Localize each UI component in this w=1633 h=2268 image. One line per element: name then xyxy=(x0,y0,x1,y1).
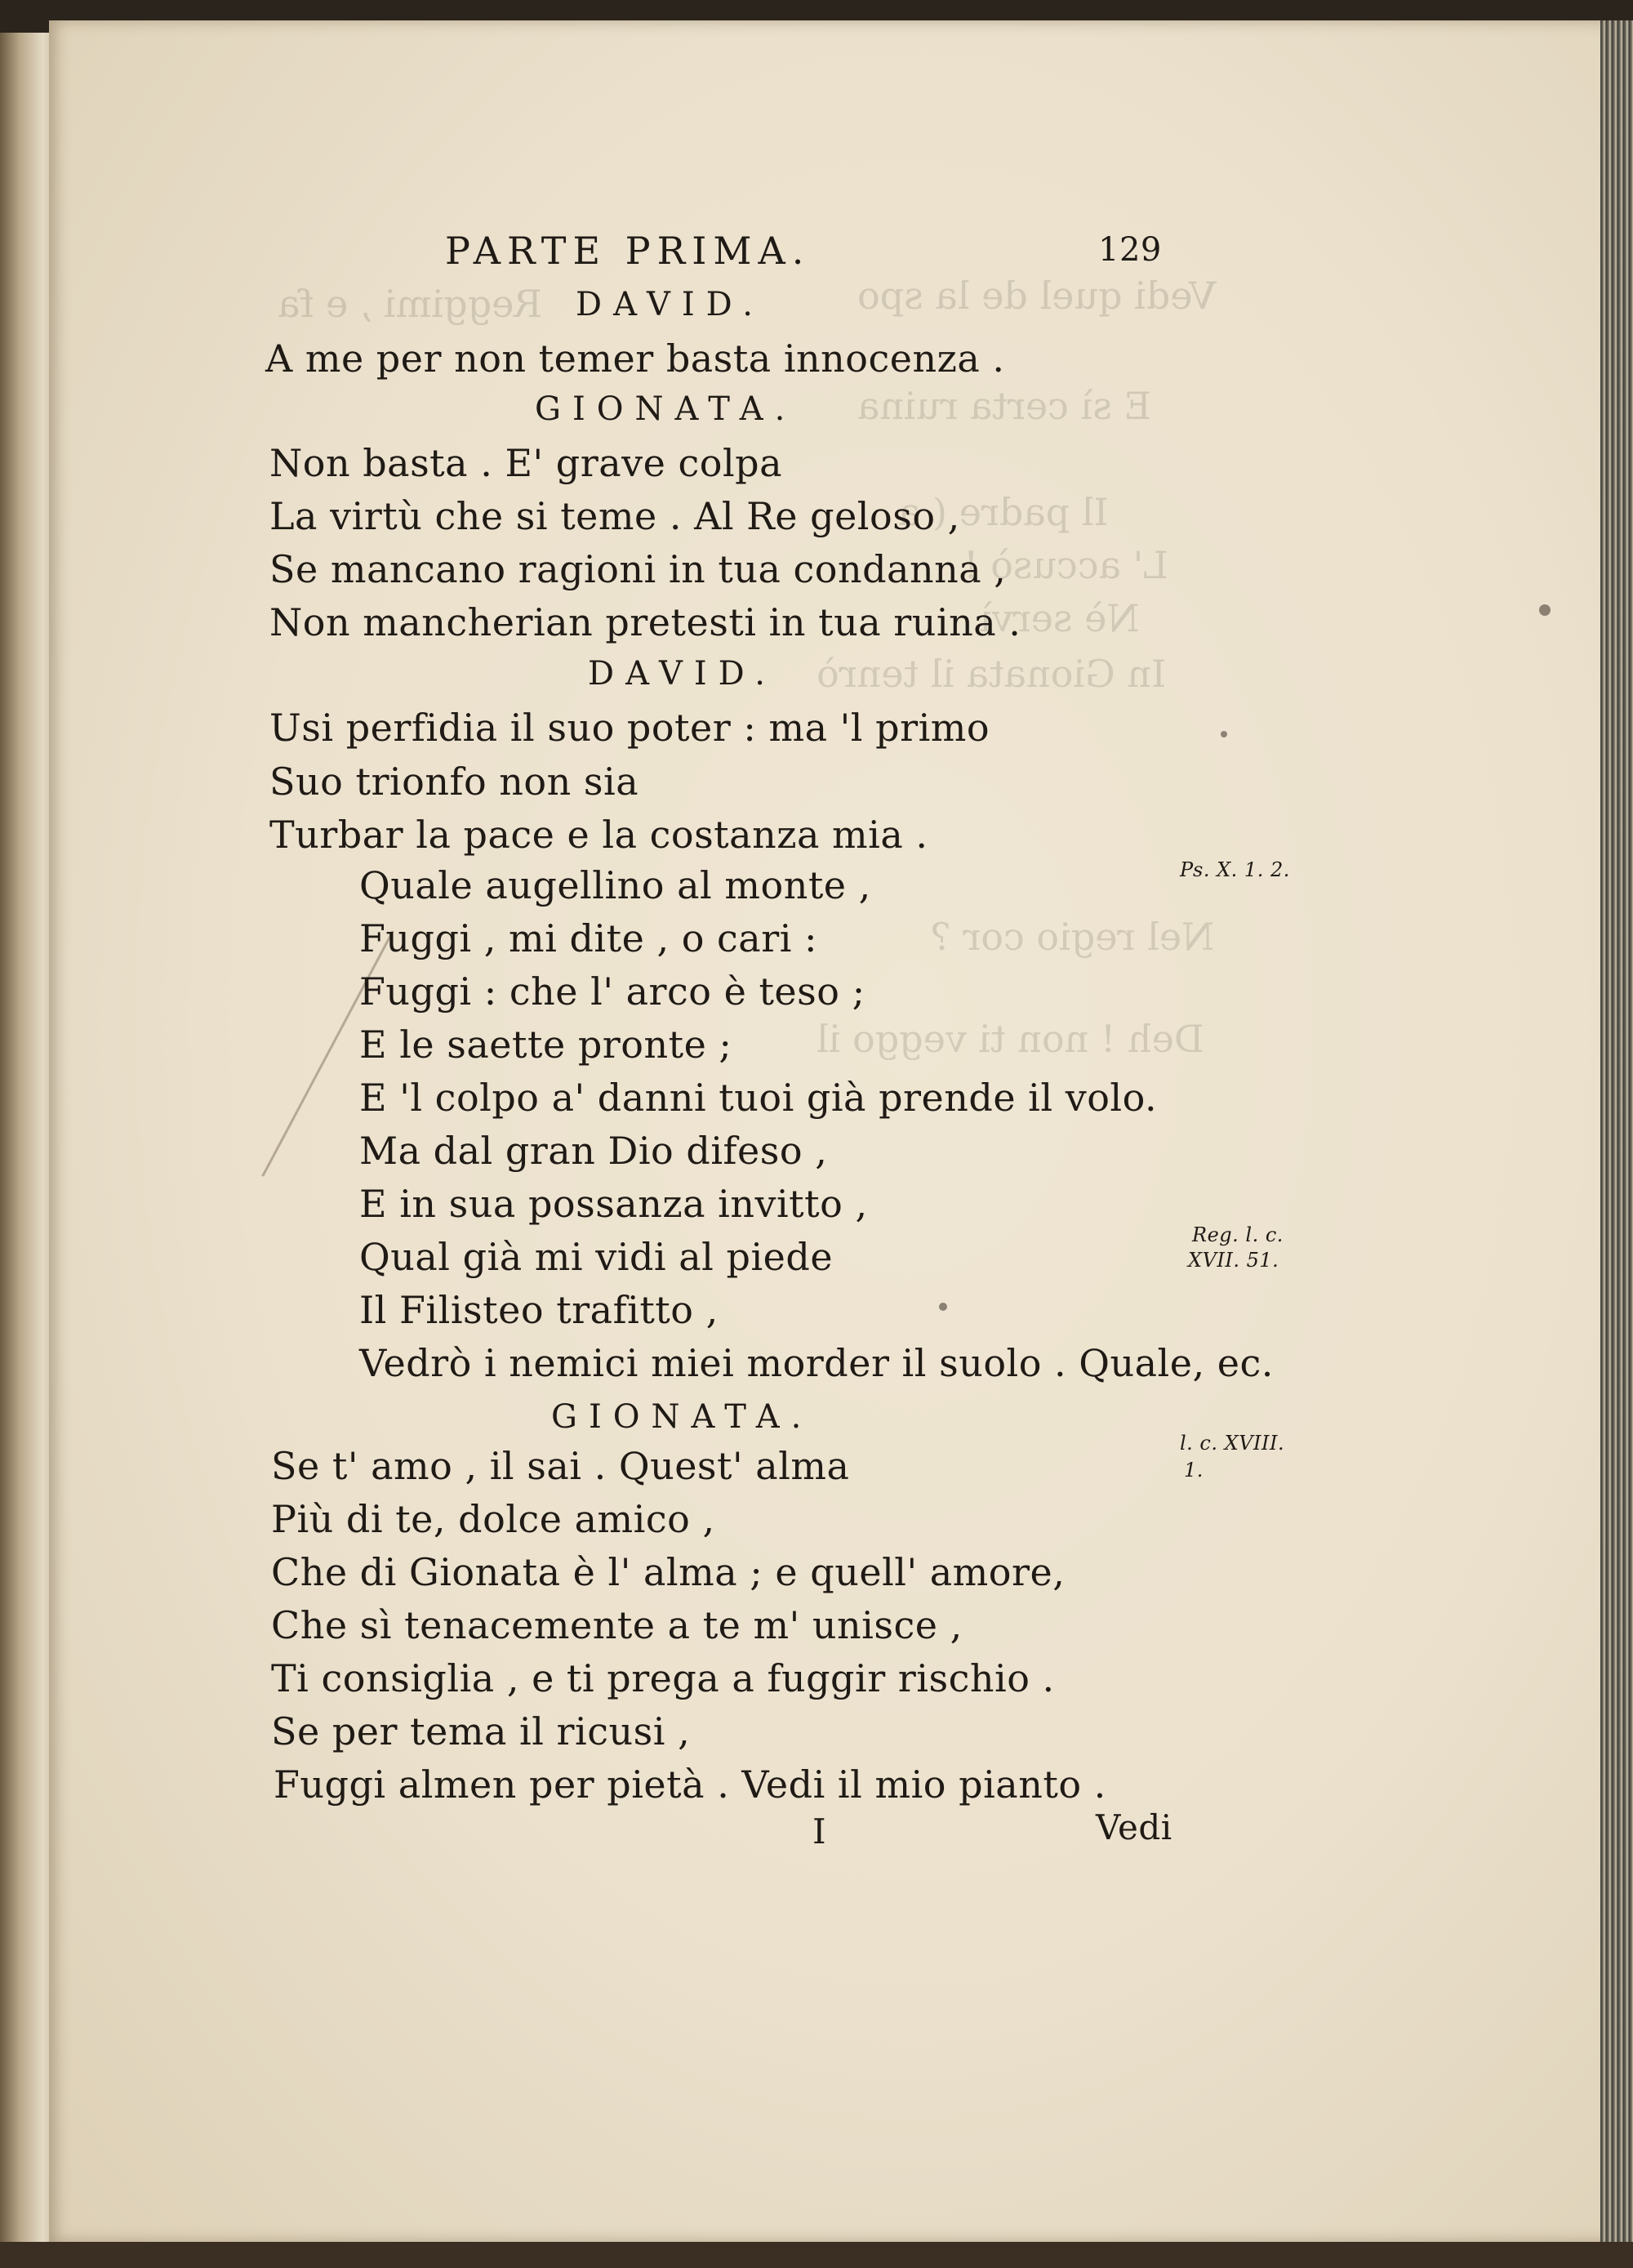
verse-line: Quale augellino al monte , xyxy=(359,863,871,907)
signature-mark: I xyxy=(812,1811,827,1851)
margin-note: Ps. X. 1. 2. xyxy=(1180,858,1290,881)
bleed-through-line: Nel regio cor ? xyxy=(931,915,1215,959)
verse-line: Fuggi , mi dite , o cari : xyxy=(359,916,818,960)
bleed-through-line: Reggimi , e fa xyxy=(278,282,542,326)
verse-line: E 'l colpo a' danni tuoi già prende il volo. xyxy=(359,1076,1158,1120)
verse-line: Ma dal gran Dio difeso , xyxy=(359,1129,828,1173)
verse-line: Ti consiglia , e ti prega a fuggir rischio . xyxy=(271,1656,1055,1700)
ink-spot xyxy=(1539,604,1551,616)
margin-note: XVII. 51. xyxy=(1188,1249,1279,1272)
verse-line: E in sua possanza invitto , xyxy=(359,1182,868,1226)
bleed-through-line: In Gionata il tenrò xyxy=(816,652,1167,696)
ink-spot xyxy=(939,1303,947,1311)
page-number: 129 xyxy=(1098,231,1162,269)
verse-line: Che di Gionata è l' alma ; e quell' amore, xyxy=(271,1550,1066,1594)
verse-line: A me per non temer basta innocenza . xyxy=(265,336,1005,381)
verse-line: Non basta . E' grave colpa xyxy=(269,441,783,485)
verse-line: La virtù che si teme . Al Re geloso , xyxy=(269,494,960,538)
speaker-heading: GIONATA. xyxy=(551,1398,813,1436)
verse-line: Qual già mi vidi al piede xyxy=(359,1235,834,1279)
verse-line: Suo trionfo non sia xyxy=(269,760,639,804)
verse-line: Se per tema il ricusi , xyxy=(271,1709,691,1753)
ink-spot xyxy=(1221,731,1227,737)
running-head: PARTE PRIMA. xyxy=(445,229,811,273)
verse-line: Il Filisteo trafitto , xyxy=(359,1288,719,1332)
verse-line: Più di te, dolce amico , xyxy=(271,1497,715,1541)
catchword: Vedi xyxy=(1096,1807,1172,1847)
bleed-through-line: Deh ! non ti veggo il xyxy=(816,1017,1204,1061)
verse-line: Vedrò i nemici miei morder il suolo . Quale, ec. xyxy=(359,1341,1274,1385)
verse-line: Se mancano ragioni in tua condanna , xyxy=(269,547,1007,591)
verse-line: Se t' amo , il sai . Quest' alma xyxy=(271,1444,850,1488)
bleed-through-line: Il padre ( a xyxy=(898,490,1109,534)
speaker-heading: DAVID. xyxy=(588,655,777,693)
margin-note: 1. xyxy=(1184,1459,1204,1482)
bleed-through-line: Nè servì xyxy=(980,596,1140,640)
bleed-through-line: L' accusò ! xyxy=(963,543,1168,587)
verse-line: Fuggi : che l' arco è teso ; xyxy=(359,969,865,1014)
margin-note: Reg. l. c. xyxy=(1192,1223,1284,1246)
speaker-heading: GIONATA. xyxy=(535,390,797,428)
bleed-through-line: Vedi quel de la spo xyxy=(857,274,1217,318)
bleed-through-line: E sì certa ruina xyxy=(857,384,1152,428)
speaker-heading: DAVID. xyxy=(576,286,765,323)
verse-line: Usi perfidia il suo poter : ma 'l primo xyxy=(269,706,990,750)
verse-line: Turbar la pace e la costanza mia . xyxy=(269,813,928,857)
verse-line: Che sì tenacemente a te m' unisce , xyxy=(271,1603,963,1647)
verse-line: Fuggi almen per pietà . Vedi il mio pianto . xyxy=(274,1762,1106,1807)
margin-note: l. c. XVIII. xyxy=(1180,1432,1285,1455)
verse-line: E le saette pronte ; xyxy=(359,1023,732,1067)
verse-line: Non mancherian pretesti in tua ruina . xyxy=(269,600,1021,644)
bottom-edge xyxy=(0,2242,1633,2268)
page-stack-edge xyxy=(1600,20,1633,2268)
